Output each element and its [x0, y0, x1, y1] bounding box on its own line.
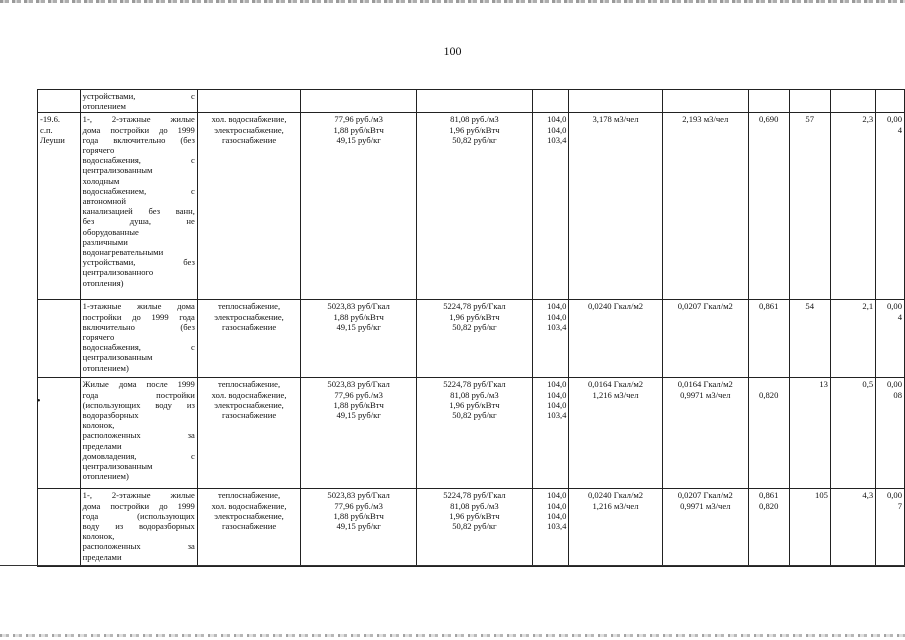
- cell-line: 7: [897, 500, 902, 511]
- cell-line: 0,00: [886, 114, 902, 125]
- cell-line: 77,96 руб./м3: [334, 389, 383, 400]
- cell-line: горячего: [82, 332, 115, 343]
- cell-line: различными: [82, 236, 128, 247]
- cell-line: 50,82 руб/кг: [452, 134, 497, 145]
- cell-line: 2,193 м3/чел: [682, 114, 729, 125]
- cell-line: 104,0: [547, 301, 567, 312]
- cell-line: 0,861: [759, 301, 779, 312]
- cell-ratio: [748, 378, 789, 489]
- cell-share: [876, 489, 905, 567]
- cell-line: 1,88 руб/кВтч: [333, 510, 384, 521]
- cell-line: 1,96 руб/кВтч: [449, 311, 500, 322]
- cell-ratio: [748, 489, 789, 567]
- cell-line: хол. водоснабжение,: [211, 389, 287, 400]
- cell-line: отопления): [82, 277, 124, 288]
- cell-line: 4: [897, 124, 902, 135]
- cell-line: автономной: [82, 196, 126, 207]
- cell-ratio: [748, 300, 789, 378]
- cell-line: с.п.: [40, 124, 53, 135]
- cell-line: расположенных за: [82, 541, 195, 552]
- cell-index: [532, 113, 569, 300]
- cell-line: 104,0: [547, 114, 567, 125]
- cell-name: [80, 90, 197, 113]
- cell-line: централизованным: [82, 461, 153, 472]
- cell-line: водоснабжением, с: [82, 185, 195, 196]
- cell-line: горячего: [82, 145, 115, 156]
- cell-norm-new: [662, 113, 748, 300]
- cell-line: газоснабжение: [221, 134, 277, 145]
- cell-line: 103,4: [547, 321, 567, 332]
- cell-line: года постройки: [82, 389, 195, 400]
- cell-line: 1,88 руб/кВтч: [333, 399, 384, 410]
- cell-line: 104,0: [547, 311, 567, 322]
- cell-line: хол. водоснабжение,: [211, 500, 287, 511]
- cell-count: 54: [789, 300, 830, 378]
- cell-line: 5224,78 руб/Гкал: [443, 301, 506, 312]
- cell-line: 5224,78 руб/Гкал: [443, 379, 506, 390]
- cell-line: включительно (без: [82, 321, 195, 332]
- cell-tariff-old: [301, 378, 417, 489]
- cell-line: 81,08 руб./м3: [450, 389, 499, 400]
- cell-line: 0,0240 Гкал/м2: [587, 490, 644, 501]
- cell-line: воду из водоразборных: [82, 521, 195, 532]
- cell-line: 1,216 м3/чел: [592, 389, 639, 400]
- cell-count: 57: [789, 113, 830, 300]
- cell-line: 5023,83 руб/Гкал: [327, 379, 390, 390]
- cell-services: [197, 113, 300, 300]
- cell-line: 0,9971 м3/чел: [680, 500, 731, 511]
- cell-tariff-new: [417, 378, 533, 489]
- cell-name: [80, 300, 197, 378]
- cell-line: электроснабжение,: [214, 124, 284, 135]
- cell-line: (использующих воду из: [82, 399, 195, 410]
- cell-line: колонок,: [82, 420, 115, 431]
- cell-percent: 2,1: [830, 300, 875, 378]
- cell-index: [532, 489, 569, 567]
- cell-line: 5224,78 руб/Гкал: [443, 490, 506, 501]
- page-bottom-rule: [0, 565, 905, 566]
- cell-line: водоразборных: [82, 410, 139, 421]
- cell-line: 50,82 руб/кг: [452, 521, 497, 532]
- cell-tariff-new: [417, 300, 533, 378]
- cell-line: 104,0: [547, 500, 567, 511]
- cell-line: отоплением): [82, 362, 129, 373]
- cell-line: 81,08 руб./м3: [450, 114, 499, 125]
- cell-number: [38, 113, 81, 300]
- cell-line: 0,00: [886, 490, 902, 501]
- scan-edge-top: [0, 0, 905, 3]
- page-number: 100: [443, 44, 462, 58]
- scan-edge-bottom: [0, 634, 905, 637]
- cell-index: [532, 378, 569, 489]
- cell-line: 3,178 м3/чел: [592, 114, 639, 125]
- table-row: [38, 489, 905, 567]
- cell-line: пределами: [82, 551, 122, 562]
- cell-line: 104,0: [547, 510, 567, 521]
- cell-line: 0,820: [759, 389, 779, 400]
- cell-line: 103,4: [547, 521, 567, 532]
- cell-line: 104,0: [547, 490, 567, 501]
- cell-tariff-old: [301, 489, 417, 567]
- cell-line: газоснабжение: [221, 410, 277, 421]
- cell-line: 0,861: [759, 490, 779, 501]
- cell-number: [38, 378, 81, 489]
- cell-line: 0,0240 Гкал/м2: [587, 301, 644, 312]
- cell-line: 1,96 руб/кВтч: [449, 124, 500, 135]
- tariff-table: [37, 89, 905, 567]
- cell-line: теплоснабжение,: [217, 490, 281, 501]
- cell-services: [197, 489, 300, 567]
- cell-line: 77,96 руб./м3: [334, 500, 383, 511]
- cell-line: Леуши: [40, 134, 65, 145]
- cell-norm-old: [569, 113, 662, 300]
- cell-share: [876, 113, 905, 300]
- cell-services: [197, 300, 300, 378]
- cell-count: 13: [789, 378, 830, 489]
- cell-line: 104,0: [547, 379, 567, 390]
- cell-line: 49,15 руб/кг: [336, 521, 381, 532]
- cell-line: 49,15 руб/кг: [336, 321, 381, 332]
- cell-line: 1,88 руб/кВтч: [333, 311, 384, 322]
- cell-line: оборудованные: [82, 226, 139, 237]
- cell-line: года (использующих: [82, 510, 195, 521]
- cell-line: 104,0: [547, 389, 567, 400]
- cell-norm-old: [569, 300, 662, 378]
- cell-line: 0,690: [759, 114, 779, 125]
- cell-norm-new: [662, 300, 748, 378]
- cell-name: [80, 489, 197, 567]
- cell-norm-new: [662, 489, 748, 567]
- cell-line: колонок,: [82, 531, 115, 542]
- cell-number: [38, 90, 81, 113]
- cell-line: 0,00: [886, 301, 902, 312]
- cell-share: [876, 378, 905, 489]
- cell-line: устройствами, с: [82, 91, 195, 101]
- cell-line: газоснабжение: [221, 321, 277, 332]
- cell-norm-new: [662, 378, 748, 489]
- stray-mark: •: [37, 396, 41, 407]
- cell-tariff-old: [301, 113, 417, 300]
- table-row: [38, 113, 905, 300]
- cell-line: 49,15 руб/кг: [336, 410, 381, 421]
- cell-line: 50,82 руб/кг: [452, 410, 497, 421]
- cell-line: централизованным: [82, 352, 153, 363]
- cell-line: 103,4: [547, 134, 567, 145]
- cell-line: водонагревательными: [82, 247, 164, 258]
- cell-line: дома постройки до 1999: [82, 124, 195, 135]
- cell-line: централизованным: [82, 165, 153, 176]
- cell-line: домовладения, с: [82, 450, 195, 461]
- cell-norm-old: [569, 378, 662, 489]
- cell-line: 49,15 руб/кг: [336, 134, 381, 145]
- cell-line: 81,08 руб./м3: [450, 500, 499, 511]
- cell-line: года включительно (без: [82, 134, 195, 145]
- cell-services: [197, 378, 300, 489]
- cell-line: 77,96 руб./м3: [334, 114, 383, 125]
- cell-tariff-new: [417, 113, 533, 300]
- cell-line: теплоснабжение,: [217, 379, 281, 390]
- cell-line: Жилые дома после 1999: [82, 379, 195, 390]
- cell-line: пределами: [82, 440, 122, 451]
- cell-line: 1-этажные жилые дома: [82, 301, 195, 312]
- cell-line: 1,96 руб/кВтч: [449, 510, 500, 521]
- cell-count: 105: [789, 489, 830, 567]
- cell-line: водоснабжения, с: [82, 155, 195, 166]
- cell-line: постройки до 1999 года: [82, 311, 195, 322]
- cell-line: централизованного: [82, 267, 154, 278]
- cell-tariff-old: [301, 300, 417, 378]
- cell-norm-old: [569, 489, 662, 567]
- cell-line: 0,0207 Гкал/м2: [677, 301, 733, 312]
- cell-line: теплоснабжение,: [217, 301, 281, 312]
- cell-line: 0,0207 Гкал/м2: [677, 490, 733, 501]
- cell-line: 104,0: [547, 124, 567, 135]
- cell-tariff-new: [417, 489, 533, 567]
- cell-line: электроснабжение,: [214, 399, 284, 410]
- cell-line: 0,0164 Гкал/м2: [677, 379, 733, 390]
- cell-line: дома постройки до 1999: [82, 500, 195, 511]
- cell-line: 0,9971 м3/чел: [680, 389, 731, 400]
- cell-line: [751, 379, 787, 389]
- cell-line: -19.6.: [40, 114, 61, 125]
- cell-line: отоплением): [82, 471, 129, 482]
- cell-line: отоплением: [82, 101, 126, 112]
- cell-share: [876, 300, 905, 378]
- cell-line: 104,0: [547, 399, 567, 410]
- cell-line: электроснабжение,: [214, 510, 284, 521]
- cell-line: 1,216 м3/чел: [592, 500, 639, 511]
- cell-line: электроснабжение,: [214, 311, 284, 322]
- cell-index: [532, 300, 569, 378]
- cell-percent: 0,5: [830, 378, 875, 489]
- cell-ratio: [748, 113, 789, 300]
- table-row-continuation: [38, 90, 905, 113]
- cell-line: водоснабжения, с: [82, 342, 195, 353]
- cell-number: [38, 300, 81, 378]
- cell-number: [38, 489, 81, 567]
- cell-line: 1-, 2-этажные жилые: [82, 114, 195, 125]
- cell-line: 0,00: [886, 379, 902, 390]
- cell-line: без душа, не: [82, 216, 195, 227]
- cell-line: 1,96 руб/кВтч: [449, 399, 500, 410]
- cell-name: [80, 113, 197, 300]
- cell-line: 0,0164 Гкал/м2: [587, 379, 644, 390]
- cell-line: канализацией без ванн,: [82, 206, 195, 217]
- cell-line: хол. водоснабжение,: [211, 114, 287, 125]
- cell-line: 0,820: [759, 500, 779, 511]
- cell-line: 5023,83 руб/Гкал: [327, 301, 390, 312]
- table-row: [38, 300, 905, 378]
- cell-percent: 2,3: [830, 113, 875, 300]
- cell-line: 08: [893, 389, 902, 400]
- cell-line: 103,4: [547, 410, 567, 421]
- cell-percent: 4,3: [830, 489, 875, 567]
- cell-line: устройствами, без: [82, 257, 195, 268]
- cell-line: 5023,83 руб/Гкал: [327, 490, 390, 501]
- tariff-table-wrapper: [37, 89, 905, 567]
- cell-line: расположенных за: [82, 430, 195, 441]
- cell-name: [80, 378, 197, 489]
- cell-line: 50,82 руб/кг: [452, 321, 497, 332]
- cell-line: газоснабжение: [221, 521, 277, 532]
- cell-line: 1,88 руб/кВтч: [333, 124, 384, 135]
- cell-line: 4: [897, 311, 902, 322]
- cell-line: холодным: [82, 175, 120, 186]
- table-row: [38, 378, 905, 489]
- cell-line: 1-, 2-этажные жилые: [82, 490, 195, 501]
